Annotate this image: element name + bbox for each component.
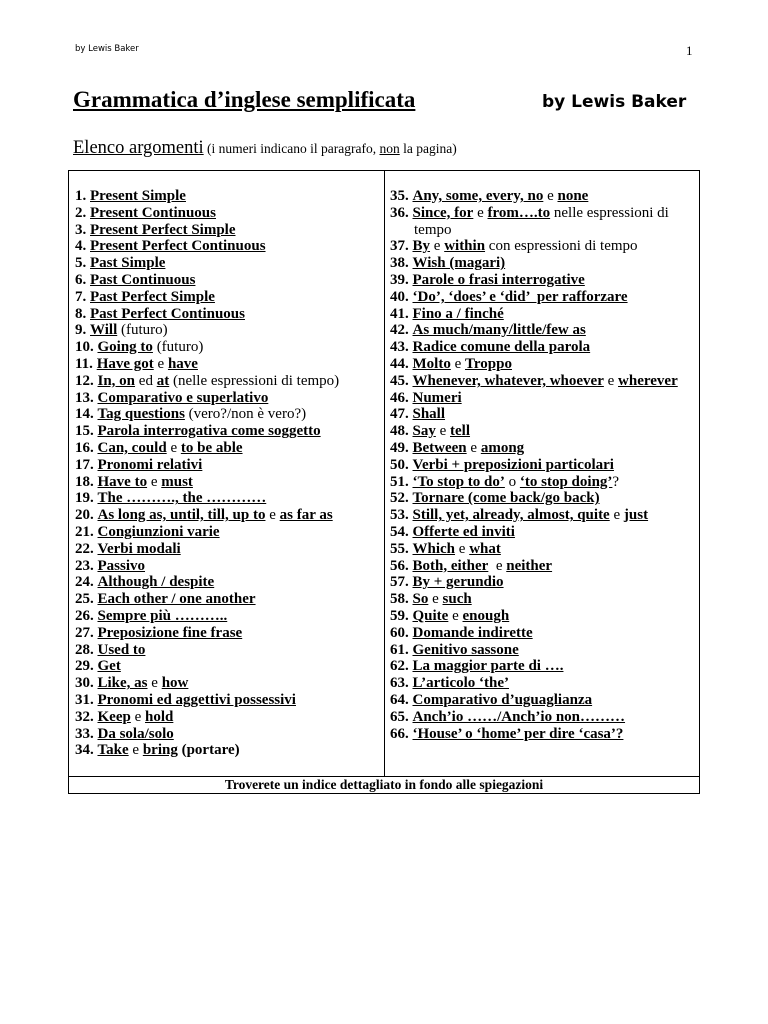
toc-item-number: 35. bbox=[390, 188, 409, 204]
toc-item bbox=[390, 373, 699, 390]
toc-topic-text: (portare) bbox=[177, 742, 240, 759]
toc-item-number: 4. bbox=[75, 238, 87, 255]
toc-item bbox=[75, 675, 384, 692]
toc-item-number: 62. bbox=[390, 658, 409, 675]
toc-item-number: 57. bbox=[390, 574, 409, 591]
toc-item-number: 48. bbox=[390, 423, 409, 440]
toc-item bbox=[75, 457, 384, 474]
toc-topic-text: e bbox=[543, 188, 558, 204]
toc-topic-title: Past Perfect Continuous bbox=[90, 305, 245, 322]
toc-item-number: 53. bbox=[390, 507, 409, 524]
toc-item bbox=[75, 255, 384, 272]
toc-item bbox=[75, 373, 384, 390]
toc-topic-title: Since, for bbox=[412, 204, 474, 221]
toc-item bbox=[390, 574, 699, 591]
toc-item-number: 65. bbox=[390, 708, 409, 725]
toc-item bbox=[390, 692, 699, 709]
toc-topic-title: ‘To stop to do’ bbox=[412, 473, 505, 490]
toc-topic-title: Past Continuous bbox=[90, 271, 196, 288]
toc-topic-text: e bbox=[166, 439, 181, 456]
toc-topic-title: Congiunzioni varie bbox=[97, 523, 220, 540]
toc-topic-title: neither bbox=[506, 557, 553, 574]
toc-item-number: 64. bbox=[390, 691, 409, 708]
toc-topic-title: La maggior parte di …. bbox=[412, 658, 564, 675]
toc-topic-text: e bbox=[450, 355, 465, 372]
toc-item bbox=[75, 339, 384, 356]
section-heading-note bbox=[204, 141, 457, 156]
toc-item-number: 11. bbox=[75, 355, 93, 372]
toc-item-number: 39. bbox=[390, 271, 409, 288]
toc-topic-text: o bbox=[504, 473, 520, 490]
toc-item bbox=[75, 322, 384, 339]
toc-topic-text: (futuro) bbox=[117, 322, 168, 339]
toc-topic-title: So bbox=[412, 591, 429, 608]
toc-item-number: 21. bbox=[75, 523, 94, 540]
toc-item-number: 28. bbox=[75, 641, 94, 658]
toc-topic-text: (nelle espressioni di tempo) bbox=[169, 372, 340, 389]
toc-topic-title: Past Perfect Simple bbox=[90, 288, 215, 305]
toc-item-number: 61. bbox=[390, 641, 409, 658]
toc-topic-title: Passivo bbox=[97, 557, 146, 574]
toc-topic-title: Preposizione fine frase bbox=[97, 624, 243, 641]
toc-topic-title: By + gerundio bbox=[412, 574, 504, 591]
toc-topic-title: Used to bbox=[97, 641, 146, 658]
toc-topic-title: within bbox=[444, 238, 486, 255]
toc-topic-title: As much/many/little/few as bbox=[412, 322, 586, 339]
toc-item bbox=[390, 322, 699, 339]
toc-topic-title: Like, as bbox=[97, 675, 148, 692]
toc-topic-text: e bbox=[147, 675, 162, 692]
toc-item bbox=[75, 574, 384, 591]
toc-topic-title: In, on bbox=[97, 372, 136, 389]
toc-topic-title: Sempre più ……….. bbox=[97, 607, 228, 624]
toc-topic-title: Present Continuous bbox=[90, 204, 216, 221]
toc-topic-title: Present Simple bbox=[90, 188, 186, 204]
toc-topic-title: among bbox=[480, 439, 525, 456]
note-emphasis: non bbox=[379, 141, 400, 156]
toc-topic-title: at bbox=[156, 372, 170, 389]
toc-topic-title: Wish (magari) bbox=[412, 255, 506, 272]
toc-item bbox=[75, 272, 384, 289]
toc-item bbox=[390, 642, 699, 659]
toc-item-number: 30. bbox=[75, 675, 94, 692]
toc-topic-title: Genitivo sassone bbox=[412, 641, 519, 658]
toc-item bbox=[390, 524, 699, 541]
toc-item bbox=[390, 423, 699, 440]
toc-footer-note: Troverete un indice dettagliato in fondo alle spiegazioni bbox=[68, 776, 700, 794]
toc-topic-title: Comparativo d’uguaglianza bbox=[412, 691, 593, 708]
toc-topic-title: enough bbox=[462, 607, 510, 624]
note-text: la pagina) bbox=[399, 141, 457, 156]
toc-item bbox=[75, 390, 384, 407]
toc-topic-title: Have to bbox=[97, 473, 148, 490]
toc-topic-text: nelle espressioni di bbox=[550, 204, 669, 221]
toc-item bbox=[75, 289, 384, 306]
section-heading bbox=[73, 136, 457, 161]
toc-topic-title: Numeri bbox=[412, 389, 462, 406]
toc-item bbox=[390, 474, 699, 491]
toc-topic-title: L’articolo ‘the’ bbox=[412, 675, 510, 692]
toc-topic-title: wherever bbox=[618, 372, 678, 389]
toc-topic-title: Whenever, whatever, whoever bbox=[412, 372, 604, 389]
toc-item-number: 58. bbox=[390, 591, 409, 608]
toc-topic-title: Although / despite bbox=[97, 574, 215, 591]
toc-topic-title: Tag questions bbox=[97, 406, 185, 423]
page-number: 1 bbox=[686, 43, 693, 58]
toc-item-number: 18. bbox=[75, 473, 94, 490]
toc-topic-title: bring bbox=[142, 742, 178, 759]
toc-item bbox=[390, 390, 699, 407]
toc-topic-title: Have got bbox=[96, 355, 154, 372]
toc-topic-title: Get bbox=[97, 658, 121, 675]
toc-item-number: 54. bbox=[390, 523, 409, 540]
toc-item bbox=[390, 289, 699, 306]
toc-topic-title: Pronomi ed aggettivi possessivi bbox=[97, 691, 296, 708]
toc-table bbox=[68, 170, 700, 777]
toc-item-number: 49. bbox=[390, 439, 409, 456]
toc-topic-text: e bbox=[466, 439, 481, 456]
toc-topic-text: (futuro) bbox=[152, 339, 204, 356]
toc-item-number: 41. bbox=[390, 305, 409, 322]
toc-item bbox=[390, 255, 699, 272]
document-title: Grammatica d’inglese semplificata bbox=[73, 87, 416, 112]
toc-topic-title: Going to bbox=[97, 339, 153, 356]
toc-column-left bbox=[69, 171, 385, 776]
toc-topic-title: tell bbox=[450, 423, 471, 440]
toc-item-number: 6. bbox=[75, 271, 87, 288]
toc-topic-text: e bbox=[435, 423, 451, 440]
toc-item bbox=[390, 457, 699, 474]
toc-item-number: 15. bbox=[75, 423, 94, 440]
toc-item-number: 9. bbox=[75, 322, 87, 339]
toc-item bbox=[390, 238, 699, 255]
toc-topic-title: Present Perfect Continuous bbox=[90, 238, 266, 255]
toc-topic-title: Da sola/solo bbox=[97, 725, 174, 742]
toc-topic-title: Both, either bbox=[412, 557, 489, 574]
toc-item bbox=[75, 625, 384, 642]
toc-item bbox=[75, 222, 384, 239]
toc-item bbox=[75, 474, 384, 491]
toc-item bbox=[390, 272, 699, 289]
toc-topic-title: Pronomi relativi bbox=[97, 456, 203, 473]
toc-item-number: 59. bbox=[390, 607, 409, 624]
toc-topic-title: Shall bbox=[412, 406, 446, 423]
toc-item-number: 52. bbox=[390, 490, 409, 507]
toc-topic-title: Parola interrogativa come soggetto bbox=[97, 423, 321, 440]
toc-topic-title: Comparativo e superlativo bbox=[97, 389, 269, 406]
running-header-author: by Lewis Baker bbox=[75, 44, 139, 54]
toc-topic-text: e bbox=[455, 540, 470, 557]
toc-item bbox=[75, 356, 384, 373]
toc-topic-title: to be able bbox=[180, 439, 243, 456]
toc-item bbox=[390, 541, 699, 558]
toc-item-number: 63. bbox=[390, 675, 409, 692]
toc-item bbox=[390, 625, 699, 642]
toc-item-number: 22. bbox=[75, 540, 94, 557]
toc-item-number: 12. bbox=[75, 372, 94, 389]
toc-item-number: 1. bbox=[75, 188, 87, 204]
toc-topic-title: what bbox=[469, 540, 501, 557]
section-heading-label: Elenco argomenti bbox=[73, 138, 204, 158]
toc-topic-title: Anch’io ……/Anch’io non……… bbox=[412, 708, 626, 725]
toc-item-number: 37. bbox=[390, 238, 409, 255]
toc-item-number: 55. bbox=[390, 540, 409, 557]
toc-topic-title: Take bbox=[97, 742, 129, 759]
toc-topic-text: e bbox=[153, 355, 168, 372]
toc-item bbox=[75, 440, 384, 457]
toc-topic-title: Any, some, every, no bbox=[412, 188, 544, 204]
toc-topic-title: as far as bbox=[279, 507, 333, 524]
toc-item-number: 34. bbox=[75, 742, 94, 759]
toc-topic-title: have bbox=[167, 355, 198, 372]
toc-item bbox=[390, 726, 699, 743]
toc-item bbox=[75, 524, 384, 541]
toc-topic-title: ‘to stop doing’ bbox=[519, 473, 613, 490]
toc-topic-title: As long as, until, till, up to bbox=[97, 507, 266, 524]
toc-topic-title: ‘House’ o ‘home’ per dire ‘casa’? bbox=[412, 725, 624, 742]
toc-item-number: 40. bbox=[390, 288, 409, 305]
toc-topic-title: Can, could bbox=[97, 439, 167, 456]
toc-item-number: 32. bbox=[75, 708, 94, 725]
toc-topic-title: just bbox=[623, 507, 649, 524]
toc-topic-title: Verbi + preposizioni particolari bbox=[412, 456, 614, 473]
toc-topic-text: e bbox=[488, 557, 507, 574]
toc-item bbox=[75, 608, 384, 625]
toc-topic-title: Molto bbox=[412, 355, 451, 372]
toc-item bbox=[390, 440, 699, 457]
toc-item-number: 17. bbox=[75, 456, 94, 473]
toc-item bbox=[390, 558, 699, 575]
toc-topic-text: tempo bbox=[414, 221, 452, 238]
toc-topic-title: such bbox=[442, 591, 472, 608]
toc-item-number: 25. bbox=[75, 591, 94, 608]
toc-topic-title: Radice comune della parola bbox=[412, 339, 591, 356]
toc-item bbox=[75, 658, 384, 675]
toc-topic-title: Which bbox=[412, 540, 456, 557]
toc-topic-title: Each other / one another bbox=[97, 591, 256, 608]
toc-item bbox=[75, 507, 384, 524]
toc-topic-text: e bbox=[473, 204, 488, 221]
toc-item bbox=[390, 188, 699, 205]
toc-item-number: 45. bbox=[390, 372, 409, 389]
toc-topic-title: Parole o frasi interrogative bbox=[412, 271, 585, 288]
toc-item bbox=[75, 423, 384, 440]
toc-topic-title: ‘Do’, ‘does’ e ‘did’ per rafforzare bbox=[412, 288, 628, 305]
toc-item bbox=[390, 205, 699, 239]
toc-item bbox=[390, 591, 699, 608]
toc-item bbox=[75, 692, 384, 709]
toc-item bbox=[390, 356, 699, 373]
toc-item bbox=[75, 742, 384, 759]
toc-item bbox=[75, 726, 384, 743]
toc-item-number: 60. bbox=[390, 624, 409, 641]
toc-item-number: 43. bbox=[390, 339, 409, 356]
toc-topic-text: e bbox=[448, 607, 463, 624]
toc-item bbox=[75, 188, 384, 205]
toc-item bbox=[75, 205, 384, 222]
toc-item bbox=[390, 339, 699, 356]
toc-topic-title: Between bbox=[412, 439, 467, 456]
toc-topic-title: Quite bbox=[412, 607, 449, 624]
toc-topic-text: e bbox=[430, 238, 445, 255]
toc-item-number: 44. bbox=[390, 355, 409, 372]
toc-topic-text: e bbox=[428, 591, 443, 608]
toc-item bbox=[75, 541, 384, 558]
toc-item-number: 23. bbox=[75, 557, 94, 574]
toc-item bbox=[75, 238, 384, 255]
toc-item bbox=[75, 642, 384, 659]
toc-topic-title: Will bbox=[90, 322, 118, 339]
toc-topic-text: (vero?/non è vero?) bbox=[184, 406, 307, 423]
toc-item-number: 13. bbox=[75, 389, 94, 406]
toc-item-number: 66. bbox=[390, 725, 409, 742]
toc-topic-text: e bbox=[603, 372, 619, 389]
toc-item-number: 10. bbox=[75, 339, 94, 356]
toc-item-number: 42. bbox=[390, 322, 409, 339]
toc-item-number: 8. bbox=[75, 305, 87, 322]
toc-topic-text: e bbox=[130, 708, 145, 725]
toc-item-number: 26. bbox=[75, 607, 94, 624]
toc-topic-text: ? bbox=[612, 473, 620, 490]
toc-item bbox=[390, 306, 699, 323]
toc-topic-title: Offerte ed inviti bbox=[412, 523, 515, 540]
toc-topic-text: e bbox=[128, 742, 143, 759]
toc-item bbox=[75, 709, 384, 726]
toc-topic-title: Past Simple bbox=[90, 255, 166, 272]
toc-topic-title: By bbox=[412, 238, 431, 255]
toc-item bbox=[75, 306, 384, 323]
toc-topic-title: The ………., the ………… bbox=[97, 490, 267, 507]
toc-topic-title: none bbox=[557, 188, 589, 204]
toc-item-number: 46. bbox=[390, 389, 409, 406]
toc-topic-text: con espressioni di tempo bbox=[485, 238, 638, 255]
toc-item bbox=[75, 406, 384, 423]
toc-item-number: 56. bbox=[390, 557, 409, 574]
toc-topic-title: Still, yet, already, almost, quite bbox=[412, 507, 610, 524]
toc-item-number: 24. bbox=[75, 574, 94, 591]
toc-item-number: 7. bbox=[75, 288, 87, 305]
toc-item-number: 29. bbox=[75, 658, 94, 675]
toc-item-number: 20. bbox=[75, 507, 94, 524]
toc-item bbox=[75, 490, 384, 507]
toc-topic-title: Keep bbox=[97, 708, 131, 725]
toc-item bbox=[390, 608, 699, 625]
toc-topic-title: Present Perfect Simple bbox=[90, 221, 236, 238]
toc-topic-title: Say bbox=[412, 423, 436, 440]
toc-item-number: 51. bbox=[390, 473, 409, 490]
toc-item bbox=[75, 591, 384, 608]
toc-item-number: 31. bbox=[75, 691, 94, 708]
toc-item-number: 14. bbox=[75, 406, 94, 423]
toc-topic-title: must bbox=[161, 473, 193, 490]
toc-topic-text: e bbox=[265, 507, 280, 524]
toc-topic-title: Tornare (come back/go back) bbox=[412, 490, 600, 507]
toc-topic-text: e bbox=[609, 507, 624, 524]
toc-item bbox=[390, 490, 699, 507]
note-text: (i numeri indicano il paragrafo, bbox=[203, 141, 380, 156]
toc-item-number: 36. bbox=[390, 204, 409, 221]
toc-item bbox=[390, 507, 699, 524]
toc-item-number: 33. bbox=[75, 725, 94, 742]
toc-item bbox=[75, 558, 384, 575]
toc-item-number: 2. bbox=[75, 204, 87, 221]
toc-topic-title: Verbi modali bbox=[97, 540, 181, 557]
toc-item bbox=[390, 406, 699, 423]
toc-item bbox=[390, 658, 699, 675]
toc-item-number: 5. bbox=[75, 255, 87, 272]
toc-topic-text: ed bbox=[135, 372, 157, 389]
document-byline: by Lewis Baker bbox=[542, 92, 687, 112]
toc-topic-title: Fino a / finché bbox=[412, 305, 504, 322]
toc-item-number: 19. bbox=[75, 490, 94, 507]
toc-item-number: 27. bbox=[75, 624, 94, 641]
toc-topic-title: from….to bbox=[487, 204, 551, 221]
toc-topic-title: Troppo bbox=[465, 355, 512, 372]
toc-item-number: 16. bbox=[75, 439, 94, 456]
toc-item-number: 47. bbox=[390, 406, 409, 423]
toc-topic-title: Domande indirette bbox=[412, 624, 533, 641]
toc-topic-text: e bbox=[147, 473, 162, 490]
toc-item bbox=[390, 675, 699, 692]
toc-item-number: 3. bbox=[75, 221, 87, 238]
toc-column-right bbox=[385, 171, 699, 776]
toc-topic-title: how bbox=[161, 675, 189, 692]
toc-item-number: 38. bbox=[390, 255, 409, 272]
toc-item-number: 50. bbox=[390, 456, 409, 473]
toc-item bbox=[390, 709, 699, 726]
toc-topic-title: hold bbox=[145, 708, 174, 725]
